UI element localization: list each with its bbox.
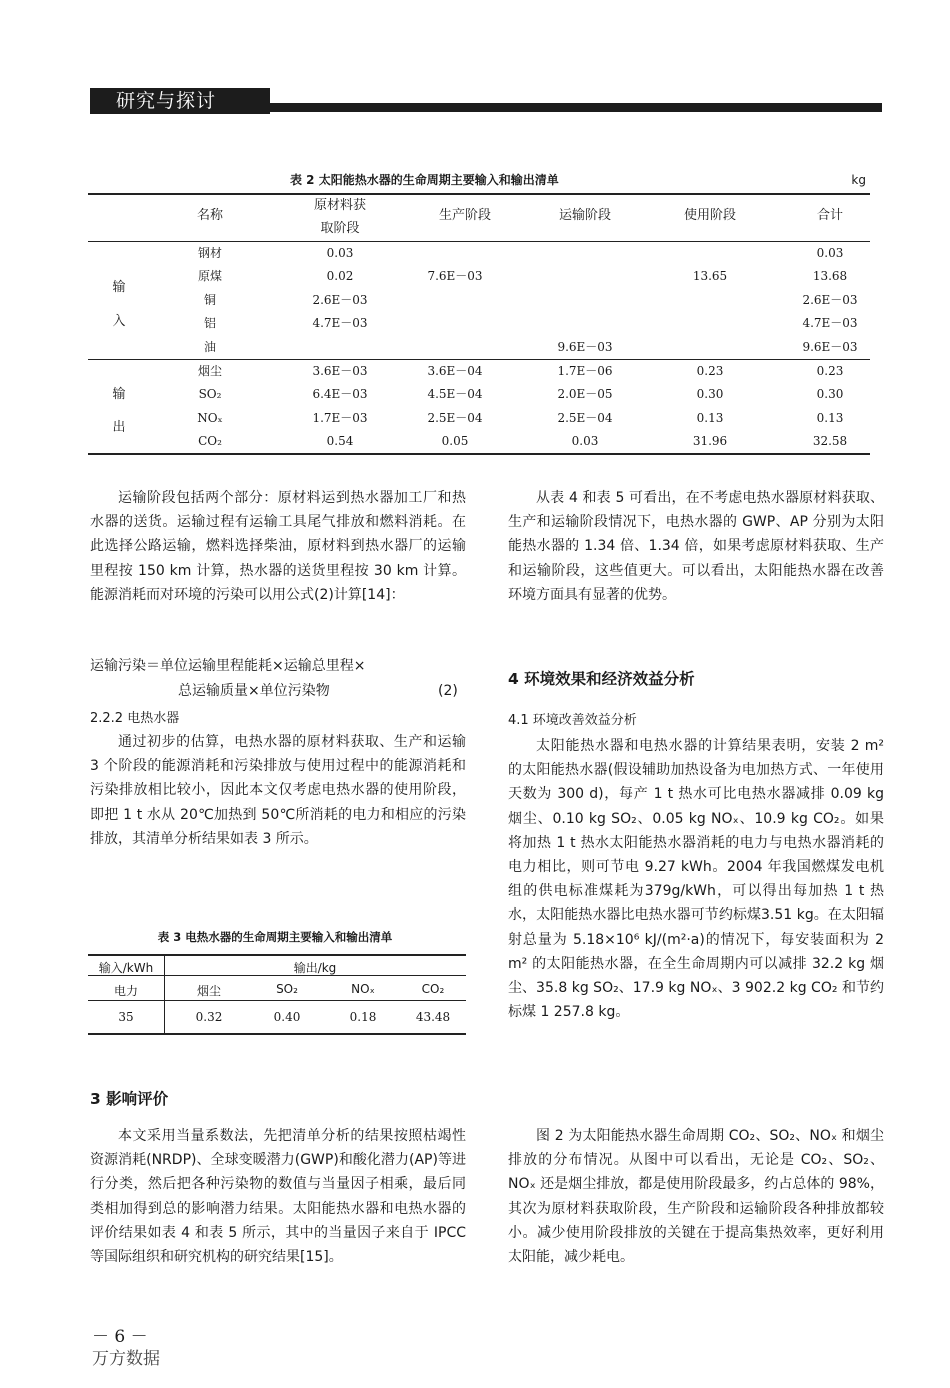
table2-output-cell-total: 32.58 <box>812 434 848 449</box>
table2-output-cell-raw: 0.54 <box>326 434 354 449</box>
page-number: － 6 － <box>92 1327 148 1347</box>
table3-cell: 0.40 <box>273 1010 301 1024</box>
table2-output-cell-prod: 4.5E－04 <box>427 387 483 402</box>
section-header-label: 研究与探讨 <box>90 88 270 114</box>
table2-bottom-rule <box>88 453 870 455</box>
table2-col-name: 名称 <box>196 208 223 223</box>
table2-input-cell-total: 9.6E－03 <box>802 339 858 354</box>
para-electric <box>90 730 466 851</box>
table2-input-cell-raw: 4.7E－03 <box>312 316 368 331</box>
table2-input-cell-use: 13.65 <box>692 269 728 284</box>
table3-cell: 0.32 <box>195 1010 223 1024</box>
table2-output-cell-prod: 0.05 <box>441 434 469 449</box>
para-transport-text: 运输阶段包括两个部分：原材料运到热水器加工厂和热水器的送货。运输过程有运输工具尾气排放和燃料消耗。在此选择公路运输，燃料选择柴油，原材料到热水器厂的运输里程按 150 km 计算，热水器的送货里程按 30 km 计算。能源消耗而对环境的污染可以用公式(2)计算[14]： <box>90 490 466 603</box>
table2-col-trans: 运输阶段 <box>558 208 611 223</box>
table2-input-cell-name: 铜 <box>203 292 216 307</box>
table3-top-rule <box>88 954 466 956</box>
table2-output-cell-raw: 3.6E－03 <box>312 364 368 378</box>
header-rule <box>270 103 882 112</box>
table2-output-cell-name: CO₂ <box>198 434 222 449</box>
para-compare-text: 从表 4 和表 5 可看出，在不考虑电热水器原材料获取、生产和运输阶段情况下，电热水器的 GWP、AP 分别为太阳能热水器的 1.34 倍、1.34 倍，如果考虑原材料获取、生产和运输阶段，这些值更大。可以看出，太阳能热水器在改善环境方面具有显著的优势。 <box>508 490 884 603</box>
table2-output-cell-total: 0.23 <box>816 364 844 378</box>
table2-col-total: 合计 <box>816 208 843 223</box>
table2-input-cell-trans: 9.6E－03 <box>557 339 613 354</box>
table2-output-cell-raw: 1.7E－03 <box>312 410 368 425</box>
table2-top-rule <box>88 193 870 195</box>
table2-col-raw-2: 取阶段 <box>320 221 360 236</box>
formula-line-2: 总运输质量×单位污染物 <box>178 683 330 699</box>
para-compare <box>508 486 884 607</box>
table2-output-cell-name: SO₂ <box>198 387 222 402</box>
table2-input-cell-total: 13.68 <box>812 269 848 284</box>
formula-line-1: 运输污染＝单位运输里程能耗×运输总里程× <box>90 658 366 674</box>
table2-output-cell-trans: 2.5E－04 <box>557 410 613 425</box>
table3-input-head: 输入/kWh <box>98 961 154 975</box>
table2-input-cell-prod: 7.6E－03 <box>427 269 483 284</box>
table3-subhead: 烟尘 <box>196 984 221 998</box>
table3-bottom-rule <box>88 1033 466 1035</box>
table2-input-cell-total: 0.03 <box>816 246 844 260</box>
para-impact-text: 本文采用当量系数法，先把清单分析的结果按照枯竭性资源消耗(NRDP)、全球变暖潜力(GWP)和酸化潜力(AP)等进行分类，然后把各种污染物的数值与当量因子相乘，最后同类相加得到总的影响潜力结果。太阳能热水器和电热水器的评价结果如表 4 和表 5 所示，其中的当量因子来自于 IPCC 等国际组织和研究机构的研究结果[15]。 <box>90 1128 466 1266</box>
table2-caption <box>90 170 870 190</box>
table2-input-label-1: 输 <box>112 280 126 295</box>
table2-col-use: 使用阶段 <box>683 208 736 223</box>
table2-unit: kg <box>851 173 866 187</box>
table3-subhead: CO₂ <box>421 982 445 996</box>
para-benefit-text: 太阳能热水器和电热水器的计算结果表明，安装 2 m² 的太阳能热水器(假设辅助加热设备为电加热方式、一年使用天数为 300 d)，每产 1 t 热水可比电热水器减排 0.09 kg 烟尘、0.10 kg SO₂、0.05 kg NOₓ、10.9 kg CO₂。如果将加热 1 t 热水太阳能热水器消耗的电力与电热水器消耗的电力相比，则可节电 9.27 kWh。2004 年我国燃煤发电机组的供电标准煤耗为379g/kWh，可以得出每加热 1 t 热水，太阳能热水器比电热水器可节约标煤3.51 kg。在太阳辐射总量为 5.18×10⁶ kJ/(m²·a)的情况下，每安装面积为 2 m² 的太阳能热水器，在全生命周期内可以减排 32.2 kg 烟尘、35.8 kg SO₂、17.9 kg NOₓ、3 902.2 kg CO₂ 和节约标煤 1 257.8 kg。 <box>508 738 884 1021</box>
table2-input-cell-total: 2.6E－03 <box>802 292 858 307</box>
table2-output-cell-prod: 2.5E－04 <box>427 410 483 425</box>
table2-output-label-2: 出 <box>112 420 126 435</box>
table2-output-cell-trans: 0.03 <box>571 434 599 449</box>
table2-input-cell-name: 油 <box>203 339 216 354</box>
table2-output-cell-trans: 2.0E－05 <box>557 387 613 402</box>
table3-subhead: 电力 <box>113 984 138 998</box>
table3-cell: 0.18 <box>349 1010 377 1024</box>
para-impact <box>90 1124 466 1269</box>
watermark-text: 万方数据 <box>92 1349 160 1369</box>
table3-caption: 表 3 电热水器的生命周期主要输入和输出清单 <box>157 930 393 944</box>
table2-output-cell-name: 烟尘 <box>197 364 222 378</box>
table2-output-cell-trans: 1.7E－06 <box>557 364 613 378</box>
table2-input-cell-raw: 0.03 <box>326 246 354 260</box>
table2-mid-rule <box>88 359 870 360</box>
para-transport <box>90 486 466 607</box>
subsection-4-1: 4.1 环境改善效益分析 <box>508 713 637 728</box>
subsection-2-2-2: 2.2.2 电热水器 <box>90 711 180 726</box>
table2-title: 表 2 太阳能热水器的生命周期主要输入和输出清单 <box>290 173 559 187</box>
table2-output-cell-raw: 6.4E－03 <box>312 387 368 402</box>
formula-number: (2) <box>438 683 458 699</box>
table2-output-cell-use: 0.23 <box>696 364 724 378</box>
table2-input-cell-name: 铝 <box>203 316 216 331</box>
table2-input-cell-name: 钢材 <box>197 246 222 260</box>
table2-col-raw-1: 原材料获 <box>313 198 366 213</box>
table3-cell: 35 <box>118 1010 134 1024</box>
para-benefit <box>508 734 884 1024</box>
table2-input-cell-raw: 0.02 <box>326 269 354 284</box>
table2-head-rule <box>88 241 870 242</box>
para-fig2 <box>508 1124 884 1269</box>
table2-output-cell-total: 0.30 <box>816 387 844 402</box>
table2-output-cell-use: 0.30 <box>696 387 724 402</box>
table2-input-label-2: 入 <box>112 314 126 329</box>
table2-col-prod: 生产阶段 <box>438 208 491 223</box>
table2-output-label-1: 输 <box>112 387 126 402</box>
section-4-heading: 4 环境效果和经济效益分析 <box>508 670 695 688</box>
table2-output-cell-total: 0.13 <box>816 410 844 425</box>
table2-input-cell-name: 原煤 <box>197 269 222 284</box>
table2-input-cell-total: 4.7E－03 <box>802 316 858 331</box>
table2-input-cell-raw: 2.6E－03 <box>312 292 368 307</box>
table3-output-head: 输出/kg <box>293 961 337 975</box>
para-fig2-text: 图 2 为太阳能热水器生命周期 CO₂、SO₂、NOₓ 和烟尘排放的分布情况。从图中可以看出，无论是 CO₂、SO₂、NOₓ 还是烟尘排放，都是使用阶段最多，约占总体的 98%，其次为原材料获取阶段，生产阶段和运输阶段各种排放都较小。减少使用阶段排放的关键在于提高集热效率，更好利用太阳能，减少耗电。 <box>508 1128 884 1266</box>
table3-cell: 43.48 <box>415 1010 451 1024</box>
para-electric-text: 通过初步的估算，电热水器的原材料获取、生产和运输 3 个阶段的能源消耗和污染排放与使用过程中的能源消耗和污染排放相比较小，因此本文仅考虑电热水器的使用阶段，即把 1 t 水从 20℃加热到 50℃所消耗的电力和相应的污染排放，其清单分析结果如表 3 所示。 <box>90 734 466 847</box>
table2-output-cell-use: 0.13 <box>696 410 724 425</box>
table3-head-rule <box>88 1000 466 1001</box>
table3-subhead: SO₂ <box>276 982 298 996</box>
section-3-heading: 3 影响评价 <box>90 1090 169 1108</box>
table2-output-cell-name: NOₓ <box>197 410 223 425</box>
table2-output-cell-use: 31.96 <box>692 434 728 449</box>
table2-output-cell-prod: 3.6E－04 <box>427 364 483 378</box>
table3-subhead: NOₓ <box>351 982 375 996</box>
